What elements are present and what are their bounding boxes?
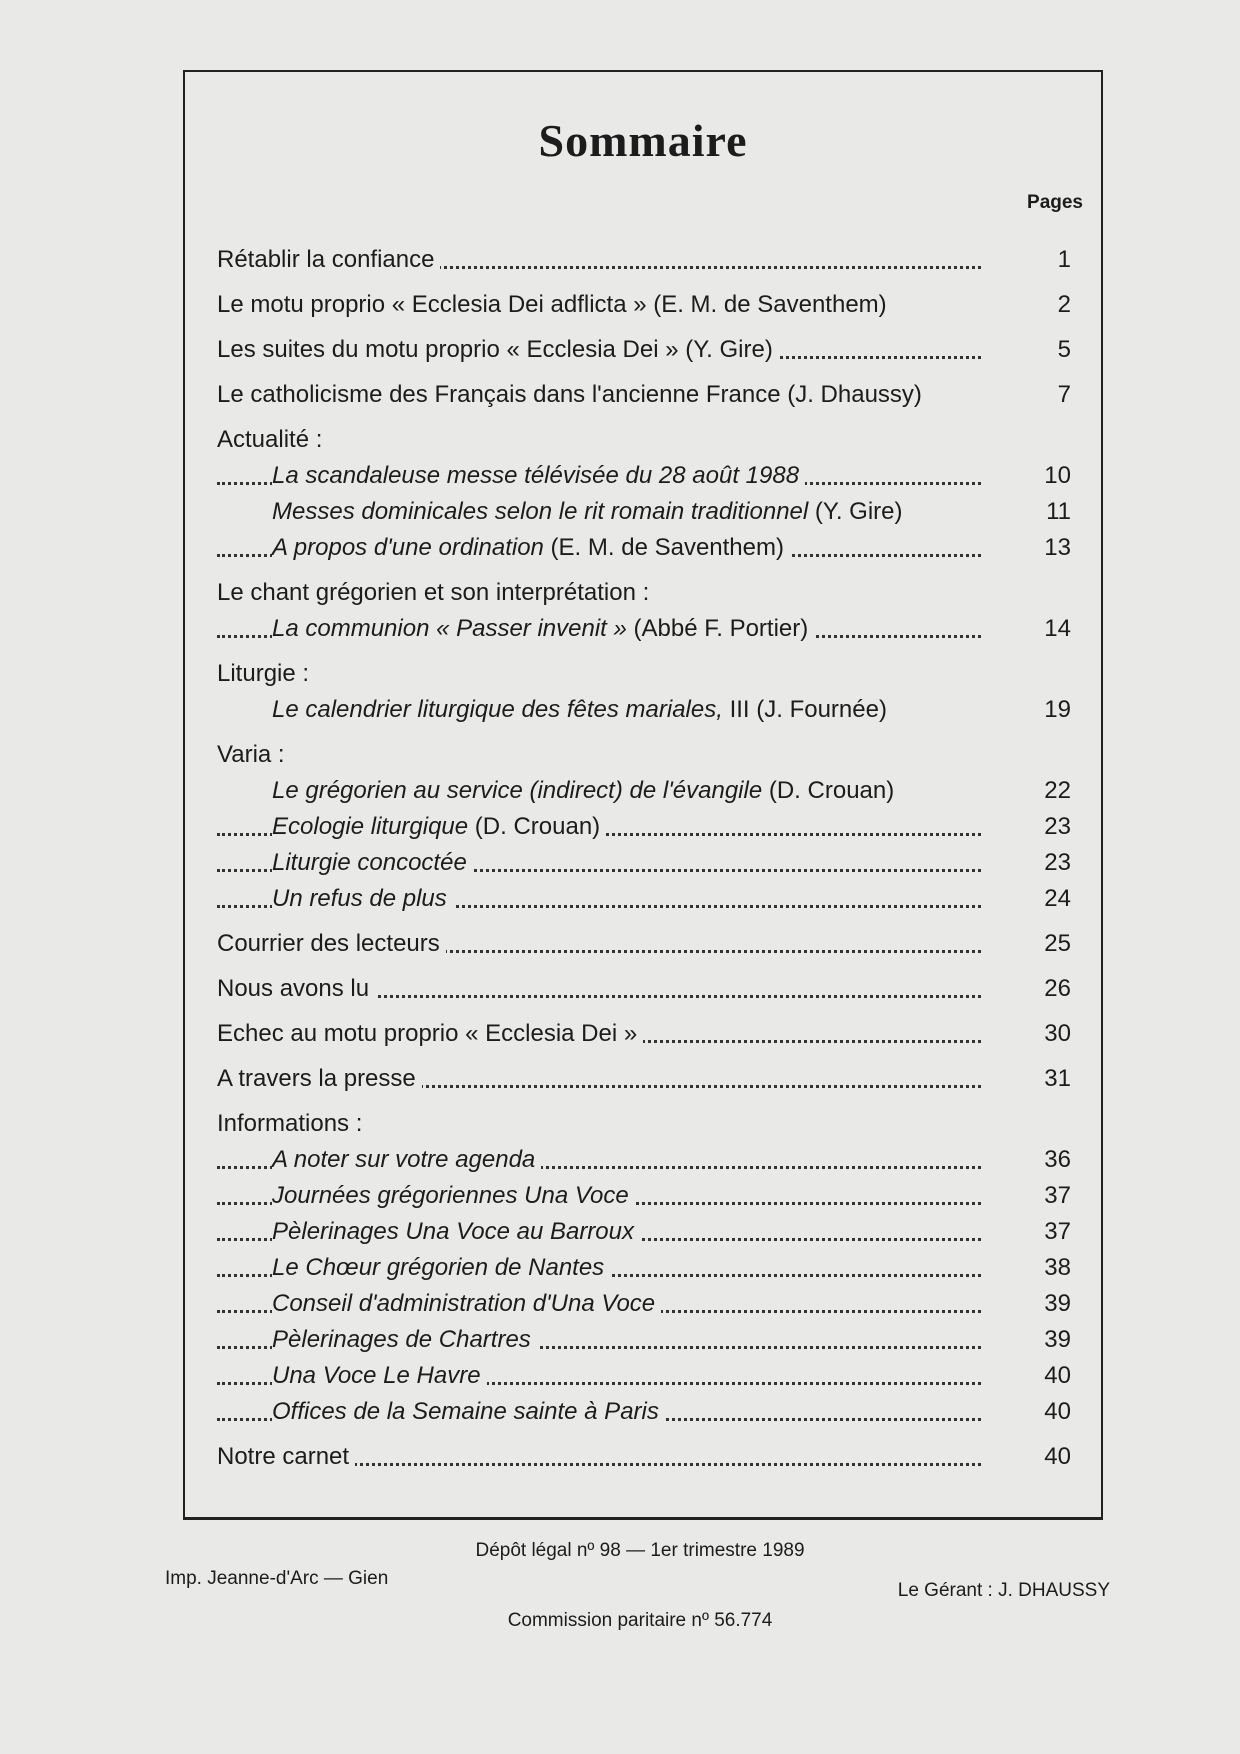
toc-entry-italic-title: Pèlerinages Una Voce au Barroux (272, 1218, 634, 1245)
toc-entry (217, 1016, 1071, 1052)
toc-entry-title (272, 1182, 635, 1209)
toc-page-number: 40 (1011, 1394, 1071, 1430)
toc-entry-text: Varia : (217, 741, 285, 768)
toc-entry-text: A travers la presse (217, 1065, 416, 1092)
toc-entry-title (272, 615, 814, 642)
toc-entry-author: (Abbé F. Portier) (626, 615, 809, 642)
toc-page-number: 38 (1011, 1250, 1071, 1286)
toc-entry-italic-title: Offices de la Semaine sainte à Paris (272, 1398, 659, 1425)
toc-entry-italic-title: Journées grégoriennes Una Voce (272, 1182, 629, 1209)
toc-page-number: 7 (1011, 377, 1071, 413)
toc-entry-italic-title: Conseil d'administration d'Una Voce (272, 1290, 656, 1317)
toc-entry-title (217, 1020, 643, 1047)
toc-entry (217, 611, 1071, 647)
toc-entry-title (272, 498, 909, 525)
toc-entry-title (272, 777, 900, 804)
toc-entry-title (217, 975, 375, 1002)
toc-entry-text: Echec au motu proprio « Ecclesia Dei » (217, 1020, 638, 1047)
toc-page-number: 23 (1011, 809, 1071, 845)
toc-entry-italic-title: Le calendrier liturgique des fêtes mariales, (272, 696, 723, 723)
toc-entry-title (272, 534, 790, 561)
pages-column-header: Pages (1027, 192, 1083, 213)
toc-page-number: 24 (1011, 881, 1071, 917)
toc-page-number: 13 (1011, 530, 1071, 566)
toc-entry-title (272, 462, 805, 489)
toc-page-number: 26 (1011, 971, 1071, 1007)
toc-entry (217, 377, 1071, 413)
toc-entry-text: Notre carnet (217, 1443, 350, 1470)
toc-entry-title (272, 813, 606, 840)
toc-section-heading (217, 422, 1071, 458)
toc-entry (217, 1358, 1071, 1394)
toc-entry (217, 458, 1071, 494)
toc-page-number: 40 (1011, 1439, 1071, 1475)
toc-entry-title (217, 1065, 422, 1092)
toc-entry-title (272, 1290, 661, 1317)
toc-entry-italic-title: La scandaleuse messe télévisée du 28 août 1988 (272, 462, 800, 489)
toc-entry (217, 1142, 1071, 1178)
toc-entry-italic-title: Liturgie concoctée (272, 849, 467, 876)
toc-entry-title (217, 579, 655, 606)
toc-page-number: 37 (1011, 1178, 1071, 1214)
toc-entry (217, 1394, 1071, 1430)
toc-entry (217, 1250, 1071, 1286)
toc-page-number: 1 (1011, 242, 1071, 278)
toc-entry (217, 1214, 1071, 1250)
toc-entry (217, 1178, 1071, 1214)
toc-entry-italic-title: Le Chœur grégorien de Nantes (272, 1254, 605, 1281)
toc-section-heading (217, 737, 1071, 773)
toc-entry-text: Les suites du motu proprio « Ecclesia Dei » (Y. Gire) (217, 336, 773, 363)
toc-entry-author: (Y. Gire) (808, 498, 903, 525)
toc-entry (217, 494, 1071, 530)
toc-entry-text: Rétablir la confiance (217, 246, 435, 273)
toc-entry-italic-title: A noter sur votre agenda (272, 1146, 536, 1173)
toc-entry-text: Actualité : (217, 426, 323, 453)
toc-section-heading (217, 1106, 1071, 1142)
toc-entry (217, 1286, 1071, 1322)
table-of-contents-frame (183, 70, 1103, 1520)
toc-entry (217, 809, 1071, 845)
toc-page-number: 14 (1011, 611, 1071, 647)
commission-paritaire: Commission paritaire nº 56.774 (507, 1610, 773, 1631)
page-title: Sommaire (538, 115, 748, 166)
toc-entry-text: Le catholicisme des Français dans l'ancienne France (J. Dhaussy) (217, 381, 922, 408)
toc-entry-title (217, 381, 928, 408)
toc-page-number: 22 (1011, 773, 1071, 809)
toc-entry-title (272, 1254, 610, 1281)
toc-entry-title (272, 885, 453, 912)
toc-entry-title (217, 660, 315, 687)
toc-entry-title (217, 246, 440, 273)
toc-page-number: 40 (1011, 1358, 1071, 1394)
toc-entry-author: (D. Crouan) (468, 813, 601, 840)
toc-entry (217, 530, 1071, 566)
toc-entry-italic-title: Un refus de plus (272, 885, 447, 912)
toc-entry-text: Liturgie : (217, 660, 310, 687)
toc-section-heading (217, 575, 1071, 611)
toc-entry-italic-title: Ecologie liturgique (272, 813, 469, 840)
toc-entry (217, 773, 1071, 809)
toc-entry-author: (E. M. de Saventhem) (543, 534, 784, 561)
manager-line: Le Gérant : J. DHAUSSY (897, 1580, 1110, 1601)
toc-entry-title (217, 741, 291, 768)
toc-entry-author: (D. Crouan) (762, 777, 895, 804)
toc-entry (217, 287, 1071, 323)
toc-page-number: 25 (1011, 926, 1071, 962)
depot-legal: Dépôt légal nº 98 — 1er trimestre 1989 (475, 1540, 805, 1561)
toc-entry-text: Le chant grégorien et son interprétation : (217, 579, 650, 606)
toc-entry (217, 971, 1071, 1007)
toc-page-number: 31 (1011, 1061, 1071, 1097)
toc-entry (217, 881, 1071, 917)
toc-entry-title (272, 849, 473, 876)
toc-page-number: 11 (1011, 494, 1071, 530)
toc-entry (217, 926, 1071, 962)
toc-entry-title (217, 336, 779, 363)
toc-entry-title (272, 1146, 541, 1173)
toc-entry-title (272, 1362, 487, 1389)
toc-page-number: 30 (1011, 1016, 1071, 1052)
toc-entry (217, 1439, 1071, 1475)
toc-entry-title (272, 1398, 665, 1425)
toc-page-number: 23 (1011, 845, 1071, 881)
toc-entry-italic-title: Pèlerinages de Chartres (272, 1326, 531, 1353)
toc-entry-title (272, 1218, 640, 1245)
toc-list (217, 242, 1071, 1475)
toc-page-number: 39 (1011, 1286, 1071, 1322)
toc-entry (217, 1061, 1071, 1097)
printer-line: Imp. Jeanne-d'Arc — Gien (165, 1568, 389, 1589)
toc-page-number: 37 (1011, 1214, 1071, 1250)
toc-entry-title (217, 1443, 355, 1470)
toc-entry-text: Le motu proprio « Ecclesia Dei adflicta » (E. M. de Saventhem) (217, 291, 887, 318)
toc-entry-italic-title: A propos d'une ordination (272, 534, 544, 561)
toc-entry-title (272, 1326, 537, 1353)
toc-entry (217, 692, 1071, 728)
toc-entry-italic-title: Una Voce Le Havre (272, 1362, 481, 1389)
toc-page-number: 19 (1011, 692, 1071, 728)
toc-page-number: 2 (1011, 287, 1071, 323)
toc-entry-title (217, 291, 893, 318)
toc-entry-title (272, 696, 893, 723)
toc-page-number: 39 (1011, 1322, 1071, 1358)
toc-entry-italic-title: La communion « Passer invenit » (272, 615, 627, 642)
toc-entry (217, 1322, 1071, 1358)
toc-entry-italic-title: Le grégorien au service (indirect) de l'évangile (272, 777, 763, 804)
toc-entry-text: Nous avons lu (217, 975, 370, 1002)
toc-entry-title (217, 426, 328, 453)
toc-entry-italic-title: Messes dominicales selon le rit romain traditionnel (272, 498, 809, 525)
toc-page-number: 10 (1011, 458, 1071, 494)
toc-entry-text: Informations : (217, 1110, 363, 1137)
toc-entry-title (217, 1110, 368, 1137)
toc-entry-title (217, 930, 446, 957)
toc-page-number: 36 (1011, 1142, 1071, 1178)
toc-entry (217, 845, 1071, 881)
toc-entry-text: Courrier des lecteurs (217, 930, 440, 957)
toc-section-heading (217, 656, 1071, 692)
toc-entry (217, 332, 1071, 368)
toc-page-number: 5 (1011, 332, 1071, 368)
toc-entry-author: III (J. Fournée) (722, 696, 887, 723)
toc-entry (217, 242, 1071, 278)
